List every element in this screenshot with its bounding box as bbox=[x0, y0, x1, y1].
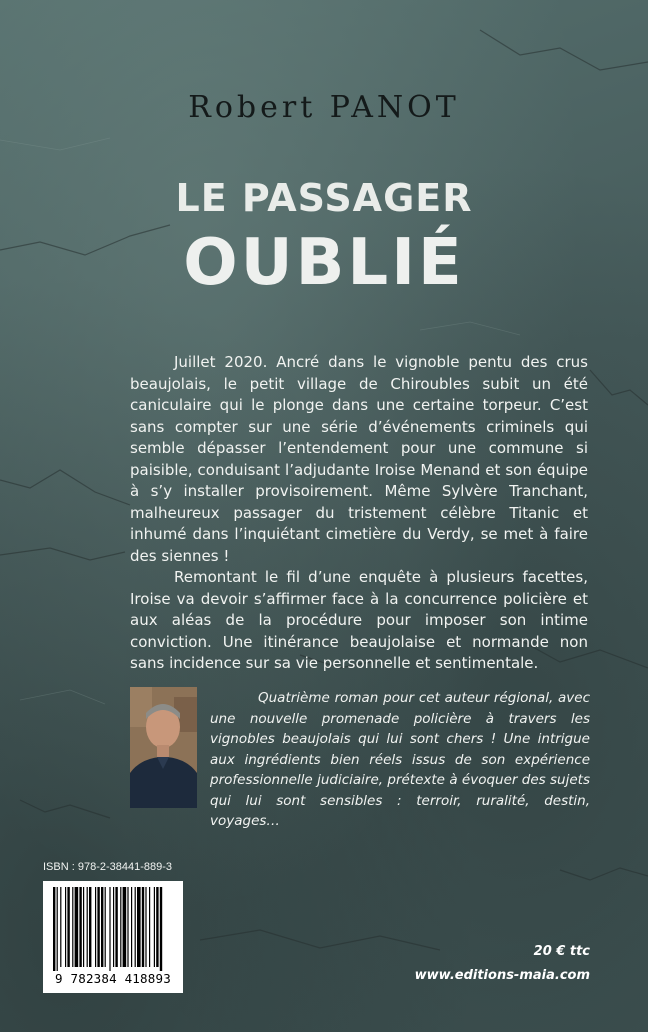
barcode-bar bbox=[115, 887, 117, 967]
barcode-bar bbox=[60, 887, 61, 967]
blurb-paragraph: Juillet 2020. Ancré dans le vignoble pentu des crus beaujolais, le petit village de Chiroubles subit un été caniculaire qui le plonge dans une certaine torpeur. C’est sans compter sur une série d’événements criminels qui semble dépasser l’entendement pour une commune si paisible, conduisant l’adjudante Iroise Menand et son équipe à s’y installer provisoirement. Même Sylvère Tranchant, malheureux passager du tristement célèbre Titanic et inhumé dans l’inquiétant cimetière du Verdy, se met à faire des siennes ! bbox=[130, 353, 588, 565]
barcode-bar bbox=[113, 887, 114, 967]
barcode-bar bbox=[97, 887, 99, 967]
barcode-bar bbox=[67, 887, 69, 967]
blurb-paragraph: Remontant le fil d’une enquête à plusieurs facettes, Iroise va devoir s’affirmer face à la concurrence policière et aux aléas de la procédure pour imposer son intime conviction. Une itinérance beaujolaise et normande non sans incidence sur sa vie personnelle et sentimentale. bbox=[130, 568, 588, 672]
price-label: 20 € ttc bbox=[533, 944, 590, 959]
barcode-bar bbox=[142, 887, 144, 967]
barcode-bar bbox=[154, 887, 155, 967]
barcode-bar bbox=[101, 887, 103, 967]
book-blurb bbox=[130, 352, 588, 675]
barcode-bar bbox=[87, 887, 88, 967]
book-title-line1: LE PASSAGER bbox=[175, 176, 473, 220]
barcode-bar bbox=[89, 887, 91, 967]
barcode-bar bbox=[127, 887, 128, 967]
publisher-website: www.editions-maia.com bbox=[414, 968, 590, 983]
barcode-bar bbox=[109, 887, 110, 971]
barcode-bar bbox=[156, 887, 158, 967]
isbn-barcode bbox=[43, 881, 183, 993]
barcode-bar bbox=[95, 887, 96, 967]
barcode-bar bbox=[149, 887, 150, 967]
barcode-bar bbox=[131, 887, 132, 967]
barcode-bar bbox=[137, 887, 141, 967]
barcode-bar bbox=[53, 887, 55, 971]
book-title-line2: OUBLIÉ bbox=[183, 226, 465, 300]
barcode-bar bbox=[160, 887, 162, 971]
barcode-bar bbox=[79, 887, 81, 967]
barcode-bar bbox=[83, 887, 84, 967]
barcode-bar bbox=[120, 887, 121, 967]
barcode-bar bbox=[65, 887, 66, 967]
barcode-bar bbox=[75, 887, 79, 967]
barcode-bar bbox=[57, 887, 58, 971]
barcode-bar bbox=[145, 887, 146, 967]
barcode-bar bbox=[135, 887, 136, 967]
author-photo bbox=[130, 687, 197, 808]
barcode-bar bbox=[105, 887, 106, 967]
barcode-digits: 9 782384 418893 bbox=[55, 971, 171, 986]
isbn-label: ISBN : 978-2-38441-889-3 bbox=[43, 861, 173, 873]
author-bio: Quatrième roman pour cet auteur régional, avec une nouvelle promenade policière à travers les vignobles beaujolais qui lui sont chers ! Une intrigue aux ingrédients bien réels issus de son expérience professionnelle judiciaire, prétexte à évoquer des sujets qui lui sont sensibles : terroir, ruralité, destin, voyages… bbox=[210, 690, 590, 829]
author-name: Robert PANOT bbox=[188, 90, 460, 125]
barcode-bar bbox=[123, 887, 127, 967]
barcode-bar bbox=[72, 887, 73, 967]
